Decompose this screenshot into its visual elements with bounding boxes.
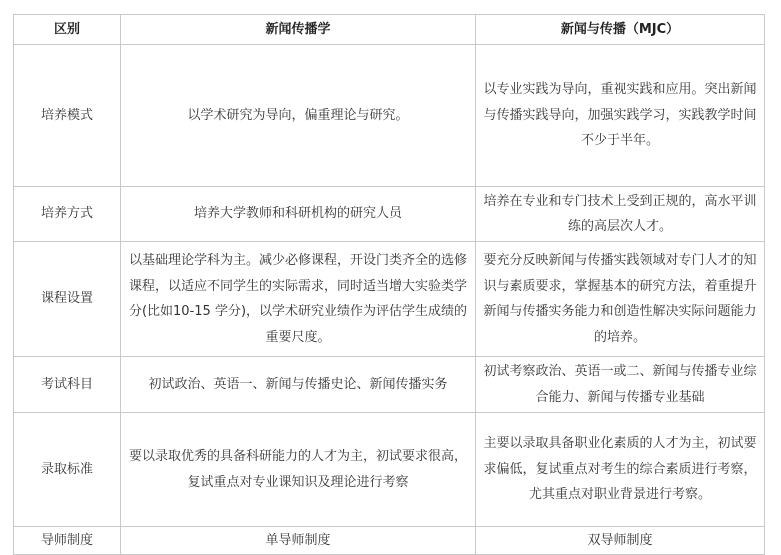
cell-mjc: 要充分反映新闻与传播实践领域对专门人才的知识与素质要求，掌握基本的研究方法，着重提升新闻与传播实务能力和创造性解决实际问题能力的培养。 [476,242,765,357]
row-label: 课程设置 [14,242,121,357]
cell-journalism: 培养大学教师和科研机构的研究人员 [121,187,476,242]
comparison-table-wrapper [13,14,765,555]
table-row [14,413,765,527]
cell-mjc: 以专业实践为导向，重视实践和应用。突出新闻与传播实践导向，加强实践学习，实践教学时间不少于半年。 [476,45,765,187]
header-row [14,15,765,45]
cell-mjc: 初试考察政治、英语一或二、新闻与传播专业综合能力、新闻与传播专业基础 [476,357,765,413]
comparison-table [13,14,765,555]
cell-journalism: 初试政治、英语一、新闻与传播史论、新闻传播实务 [121,357,476,413]
header-journalism-communication: 新闻传播学 [121,15,476,45]
row-label: 培养模式 [14,45,121,187]
row-label: 培养方式 [14,187,121,242]
row-label: 考试科目 [14,357,121,413]
cell-mjc: 双导师制度 [476,527,765,555]
cell-journalism: 单导师制度 [121,527,476,555]
cell-journalism: 以学术研究为导向，偏重理论与研究。 [121,45,476,187]
cell-journalism: 以基础理论学科为主。减少必修课程，开设门类齐全的选修课程，以适应不同学生的实际需求，同时适当增大实验类学分(比如10-15 学分)，以学术研究业绩作为评估学生成绩的重要尺度。 [121,242,476,357]
table-row [14,357,765,413]
cell-journalism: 要以录取优秀的具备科研能力的人才为主，初试要求很高，复试重点对专业课知识及理论进行考察 [121,413,476,527]
row-label: 录取标准 [14,413,121,527]
table-row [14,187,765,242]
header-mjc: 新闻与传播（MJC） [476,15,765,45]
cell-mjc: 培养在专业和专门技术上受到正规的，高水平训练的高层次人才。 [476,187,765,242]
table-row [14,45,765,187]
table-row [14,242,765,357]
cell-mjc: 主要以录取具备职业化素质的人才为主，初试要求偏低，复试重点对考生的综合素质进行考察，尤其重点对职业背景进行考察。 [476,413,765,527]
row-label: 导师制度 [14,527,121,555]
header-category: 区别 [14,15,121,45]
table-row [14,527,765,555]
